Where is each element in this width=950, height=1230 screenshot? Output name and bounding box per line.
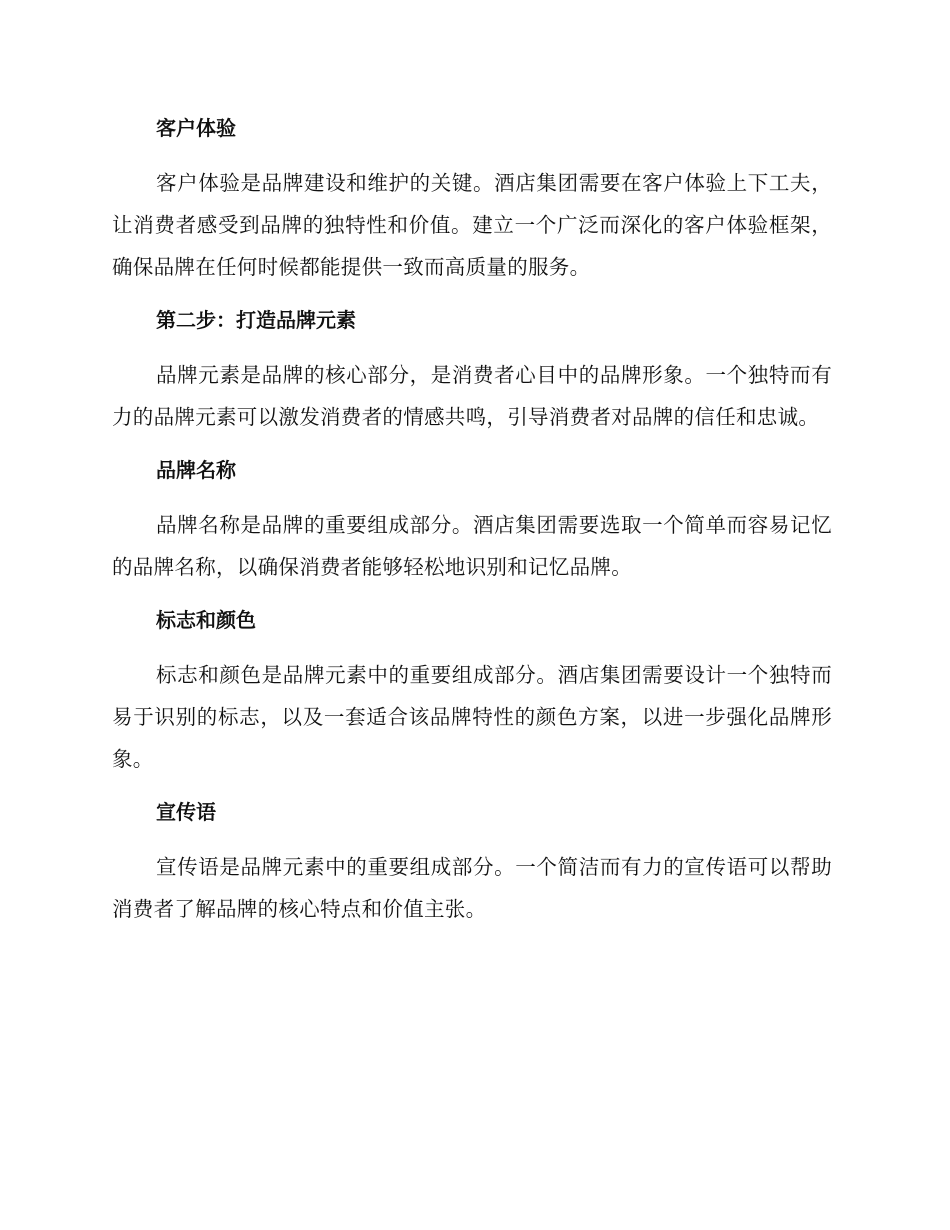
document-page	[112, 108, 832, 942]
section-customer-experience	[112, 108, 832, 288]
section-heading: 第二步：打造品牌元素	[156, 308, 356, 332]
section-paragraph: 品牌元素是品牌的核心部分，是消费者心目中的品牌形象。一个独特而有力的品牌元素可以激发消费者的情感共鸣，引导消费者对品牌的信任和忠诚。	[112, 363, 832, 429]
section-heading: 标志和颜色	[156, 608, 256, 632]
section-heading: 客户体验	[156, 116, 236, 140]
section-paragraph: 宣传语是品牌元素中的重要组成部分。一个简洁而有力的宣传语可以帮助消费者了解品牌的核心特点和价值主张。	[112, 855, 832, 921]
section-slogan	[112, 792, 832, 930]
section-heading: 品牌名称	[156, 458, 236, 482]
section-paragraph: 标志和颜色是品牌元素中的重要组成部分。酒店集团需要设计一个独特而易于识别的标志，以及一套适合该品牌特性的颜色方案，以进一步强化品牌形象。	[112, 663, 832, 771]
section-brand-name	[112, 450, 832, 588]
section-paragraph: 品牌名称是品牌的重要组成部分。酒店集团需要选取一个简单而容易记忆的品牌名称，以确保消费者能够轻松地识别和记忆品牌。	[112, 513, 832, 579]
section-heading: 宣传语	[156, 800, 216, 824]
section-paragraph: 客户体验是品牌建设和维护的关键。酒店集团需要在客户体验上下工夫，让消费者感受到品牌的独特性和价值。建立一个广泛而深化的客户体验框架，确保品牌在任何时候都能提供一致而高质量的服务。	[112, 171, 832, 279]
section-logo-and-color	[112, 600, 832, 780]
section-step-two	[112, 300, 832, 438]
